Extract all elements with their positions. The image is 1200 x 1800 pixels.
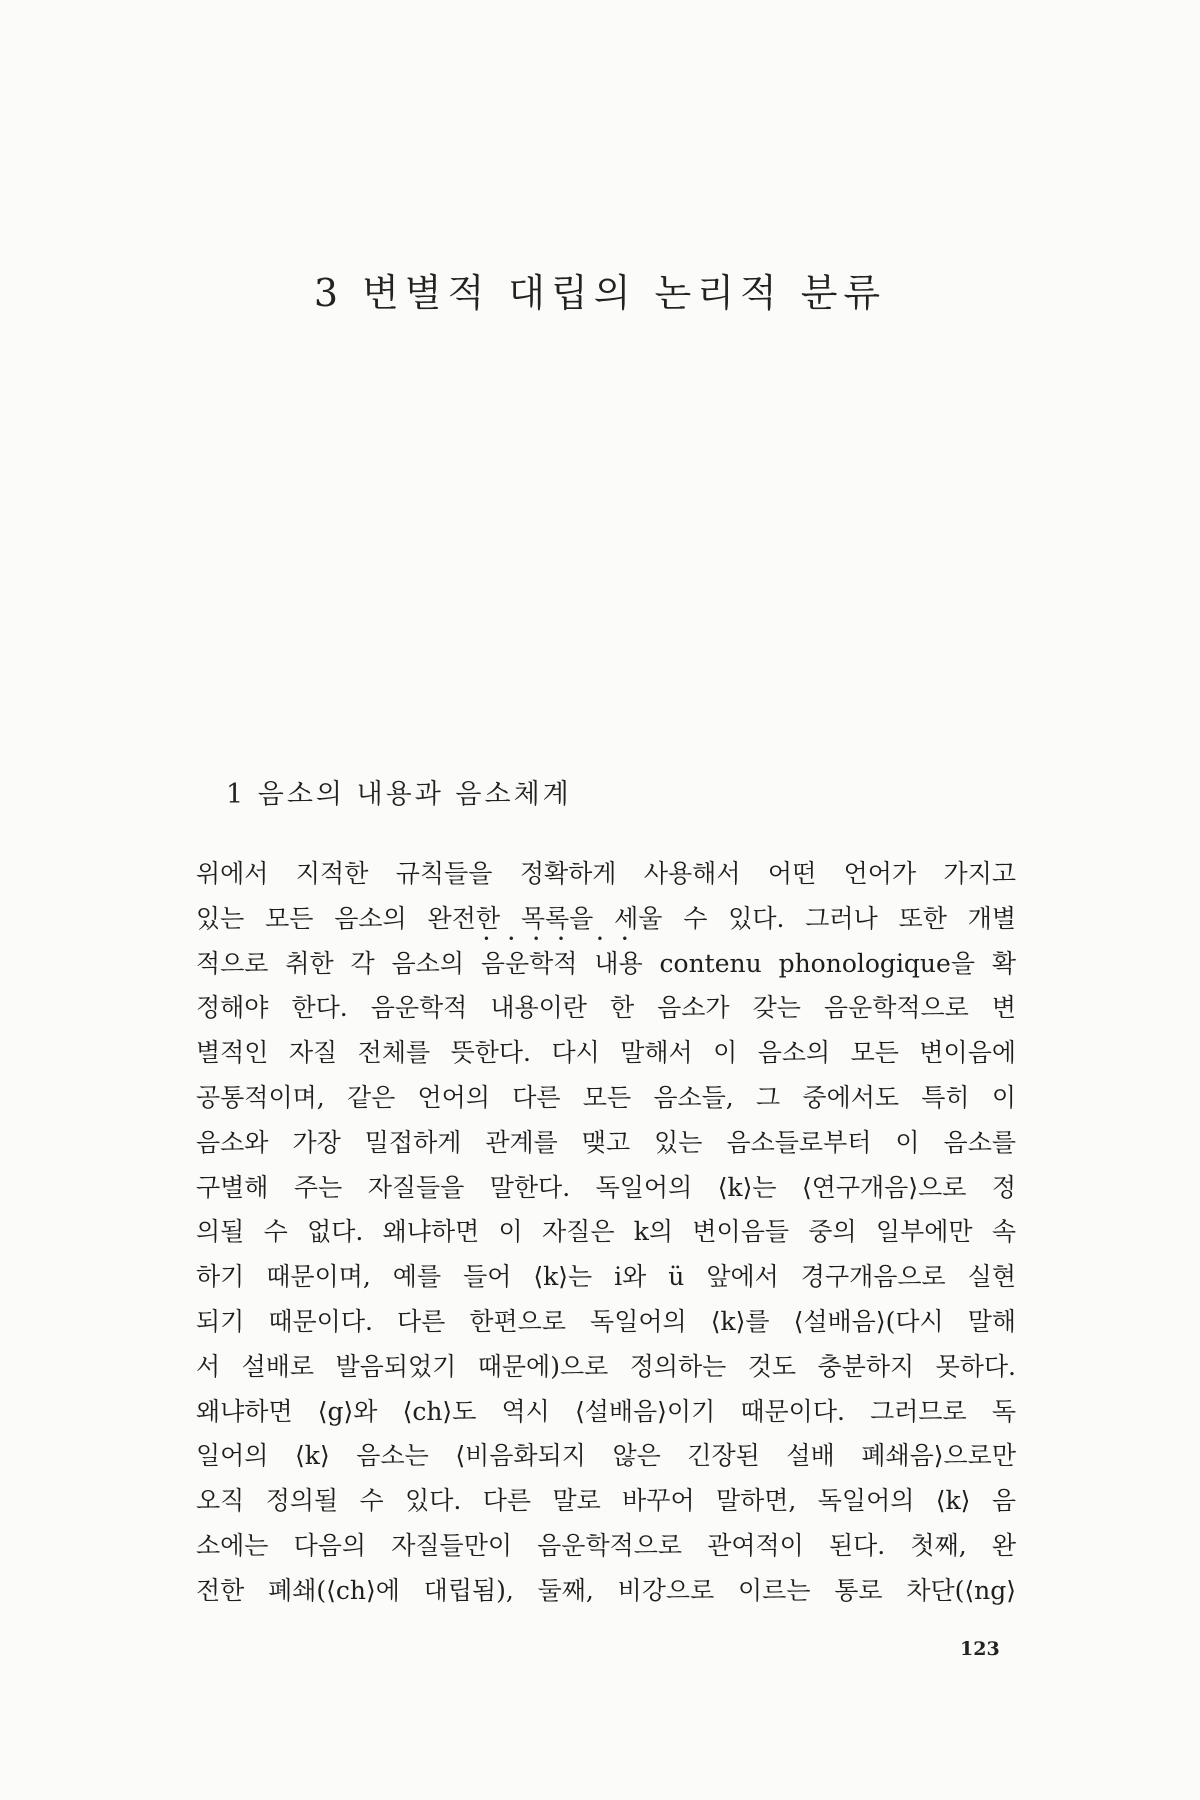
text-line: 소에는 다음의 자질들만이 음운학적으로 관여적이 된다. 첫째, 완 — [196, 1530, 1016, 1560]
text-run — [577, 949, 594, 978]
emphasized-term: • • • • 음운학적 — [481, 949, 578, 978]
text-line: 공통적이며, 같은 언어의 다른 모든 음소들, 그 중에서도 특히 이 — [196, 1082, 1016, 1112]
text-line: 되기 때문이다. 다른 한편으로 독일어의 ⟨k⟩를 ⟨설배음⟩(다시 말해 — [196, 1306, 1016, 1336]
text-line: 별적인 자질 전체를 뜻한다. 다시 말해서 이 음소의 모든 변이음에 — [196, 1038, 1016, 1068]
text-line: 전한 폐쇄(⟨ch⟩에 대립됨), 둘째, 비강으로 이르는 통로 차단(⟨ng⟩ — [196, 1575, 1016, 1605]
chapter-title: 3 변별적 대립의 논리적 분류 — [313, 271, 887, 315]
text-line: 서 설배로 발음되었기 때문에)으로 정의하는 것도 충분하지 못하다. — [196, 1351, 1016, 1381]
section-heading: 1 음소의 내용과 음소체계 — [226, 779, 572, 810]
text-line: 정해야 한다. 음운학적 내용이란 한 음소가 갖는 음운학적으로 변 — [196, 993, 1016, 1023]
text-line: 왜냐하면 ⟨g⟩와 ⟨ch⟩도 역시 ⟨설배음⟩이기 때문이다. 그러므로 독 — [196, 1396, 1016, 1426]
text-run: contenu phonologique을 확 — [642, 948, 1017, 978]
text-line: 일어의 ⟨k⟩ 음소는 ⟨비음화되지 않은 긴장된 설배 폐쇄음⟩으로만 — [196, 1441, 1016, 1471]
text-line: 의될 수 없다. 왜냐하면 이 자질은 k의 변이음들 중의 일부에만 속 — [196, 1217, 1016, 1247]
text-line — [196, 942, 1016, 987]
text-line: 음소와 가장 밀접하게 관계를 맺고 있는 음소들로부터 이 음소를 — [196, 1127, 1016, 1157]
emphasized-term: • • 내용 — [594, 949, 642, 978]
text-line: 있는 모든 음소의 완전한 목록을 세울 수 있다. 그러나 또한 개별 — [196, 903, 1016, 933]
body-text — [196, 852, 1016, 1614]
text-line: 하기 때문이며, 예를 들어 ⟨k⟩는 i와 ü 앞에서 경구개음으로 실현 — [196, 1262, 1016, 1292]
text-line: 오직 정의될 수 있다. 다른 말로 바꾸어 말하면, 독일어의 ⟨k⟩ 음 — [196, 1486, 1016, 1516]
text-line: 구별해 주는 자질들을 말한다. 독일어의 ⟨k⟩는 ⟨연구개음⟩으로 정 — [196, 1172, 1016, 1202]
text-line: 위에서 지적한 규칙들을 정확하게 사용해서 어떤 언어가 가지고 — [196, 859, 1016, 888]
page-number: 123 — [960, 1638, 1000, 1660]
text-run: 적으로 취한 각 음소의 — [196, 948, 481, 978]
